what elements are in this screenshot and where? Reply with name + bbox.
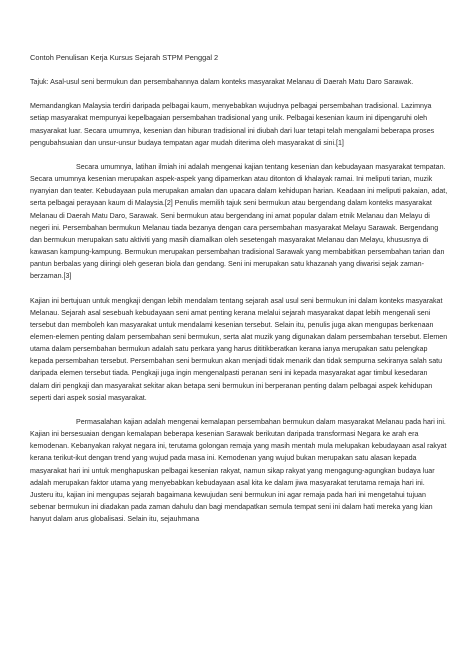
paragraph-3: Kajian ini bertujuan untuk mengkaji dengan lebih mendalam tentang sejarah asal usul seni bermukun ini dalam konteks masyarakat Melanau. Sejarah asal sesebuah kebudayaan seni amat penting kerana melalui sejarah masyarakat dapat lebih mengenali seni tersebut dan memboleh kan masyarakat untuk mendalami kesenian tersebut. Selain itu, penulis juga akan mengupas berkenaan elemen-elemen penting dalam persembahan seni bermukun, serta alat muzik yang digunakan dalam persembahan tersebut. Elemen utama dalam persembahan bermukun adalah satu perkara yang harus dititikberatkan kerana ianya merupakan satu pelengkap kepada persembahan tersebut. Persembahan seni bermukun akan menjadi tidak menarik dan tidak sempurna sekiranya salah satu daripada elemen tersebut tiada. Pengkaji juga ingin mengenalpasti peranan seni ini kepada masyarakat agar timbul kesedaran dalam diri pengkaji dan masyarakat sekitar akan betapa seni bermukun ini berperanan penting dalam pelbagai aspek kehidupan seperti dari aspek sosial masyarakat. [30,296,448,402]
document-tajuk: Tajuk: Asal-usul seni bermukun dan persembahannya dalam konteks masyarakat Melanau di Daerah Matu Daro Sarawak. [30,78,414,87]
paragraph-1: Memandangkan Malaysia terdiri daripada pelbagai kaum, menyebabkan wujudnya pelbagai persembahan tradisional. Lazimnya setiap masyarakat mempunyai kepelbagaian persembahan tradisional yang unik. Pelbagai kesenian kaum ini dipengaruhi oleh masyarakat luar. Secara umumnya, kesenian dan hiburan tradisional ini diubah dari luar tetapi telah mengalami beberapa proses pengubahsuaian dan unsur-unsur budaya tempatan agar mudah diterima oleh masyarakat di sini.[1] [30,102,435,147]
document-page [30,52,448,537]
paragraph-4: Permasalahan kajian adalah mengenai kemalapan persembahan bermukun dalam masyarakat Melanau pada hari ini. Kajian ini bersesuaian dengan kemalapan beberapa kesenian Sarawak berikutan daripada transformasi Negara ke arah era kemodenan. Kebanyakan rakyat negara ini, terutama golongan remaja yang masih mentah mula melupakan kebudayaan asal rakyat kerana terikut-ikut dengan trend yang wujud pada masa ini. Kemodenan yang wujud bukan merupakan satu alasan kepada masyarakat hari ini untuk menghapuskan pelbagai kesenian rakyat, namun sikap rakyat yang mengagung-agungkan budaya luar adalah merupakan faktor utama yang menyebabkan kebudayaan asal kita ke dalam jiwa masyarakat terutama remaja hari ini. Justeru itu, kajian ini mengupas sejarah bagaimana kewujudan seni bermukun ini agar remaja pada hari ini mengetahui tujuan sebenar bermukun ini diadakan pada zaman dahulu dan bagi mendapatkan semula tempat seni ini dalam hati mereka yang kian hanyut dalam arus globalisasi. Selain itu, sejauhmana [30,417,447,524]
paragraph-2: Secara umumnya, latihan ilmiah ini adalah mengenai kajian tentang kesenian dan kebudayaan masyarakat tempatan. Secara umumnya kesenian merupakan aspek-aspek yang dipamerkan atau ditonton di khalayak ramai. Ini meliputi tarian, muzik nyanyian dan teater. Kebudayaan pula merupakan amalan dan upacara dalam kehidupan harian. Keadaan ini meliputi pakaian, adat, serta pelbagai perayaan kaum di Malaysia.[2] Penulis memilih tajuk seni bermukun atau bergendang dalam konteks masyarakat Melanau di Daerah Matu Daro, Sarawak. Seni bermukun atau bergendang ini amat popular dalam etnik Melanau dan Melayu di negeri ini. Persembahan bermukun Melanau tiada bezanya dengan cara persembahan masyarakat Melayu Sarawak. Bergendang dan bermukun merupakan satu aktiviti yang masih diamalkan oleh sesetengah masyarakat Melanau dan Melayu, khususnya di kawasan kampung-kampung. Bermukun merupakan persembahan tradisional Sarawak yang membabitkan persembahan tarian dan pantun berbalas yang diiringi oleh geseran biola dan gendang. Seni ini merupakan satu khazanah yang diwarisi sejak zaman-berzaman.[3] [30,162,448,281]
document-heading: Contoh Penulisan Kerja Kursus Sejarah STPM Penggal 2 [30,53,219,62]
